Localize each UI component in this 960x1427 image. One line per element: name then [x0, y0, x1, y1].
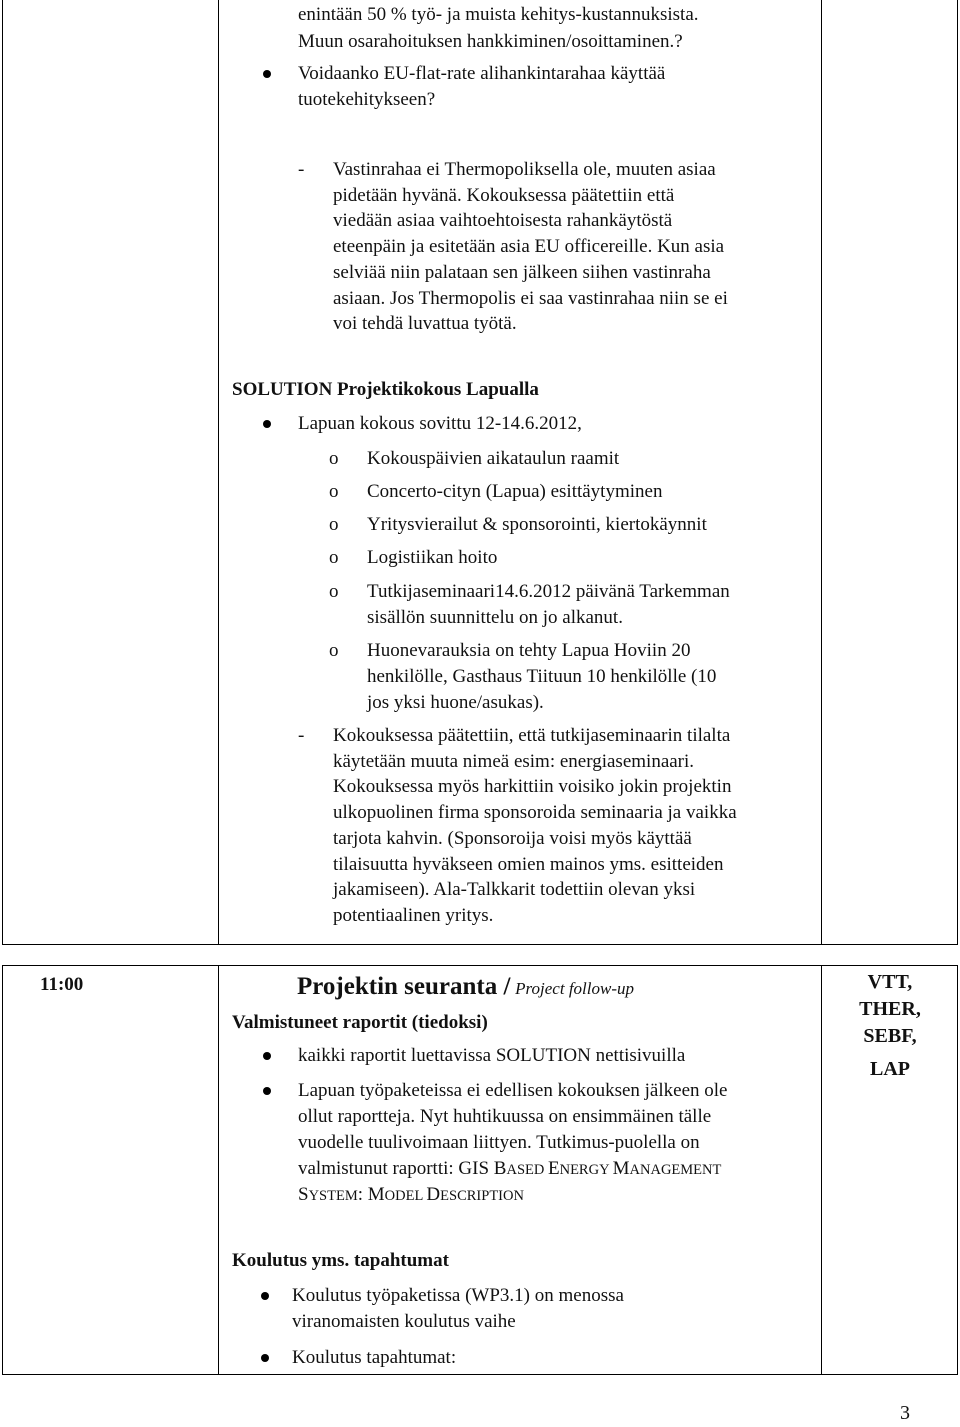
responsible-line: LAP: [870, 1058, 910, 1080]
sub-item-text: Concerto-cityn (Lapua) esittäytyminen: [367, 481, 663, 502]
table-col1-border-bottom: [218, 965, 219, 1375]
responsible-line: VTT,: [867, 971, 913, 993]
report-bullet-text: vuodelle tuulivoimaan liittyen. Tutkimus-puolella on: [298, 1132, 700, 1153]
bullet-icon: [263, 420, 271, 428]
bullet-icon: [263, 1087, 271, 1095]
table-right-border-bottom: [957, 965, 958, 1375]
dash-marker: -: [298, 725, 305, 746]
sub-item-text: Tutkijaseminaari14.6.2012 päivänä Tarkemman: [367, 581, 730, 602]
table-bottom-border-bottom: [2, 1374, 958, 1375]
report-bullet-text: ollut raportteja. Nyt huhtikuussa on ensimmäinen tälle: [298, 1106, 712, 1127]
bullet-icon: [261, 1292, 269, 1300]
report-bullet-text: kaikki raportit luettavissa SOLUTION nettisivuilla: [298, 1045, 686, 1066]
dash-text-line: voi tehdä luvattua työtä.: [333, 313, 517, 334]
decision-text-line: jakamiseen). Ala-Talkkarit todettiin olevan yksi: [333, 879, 696, 900]
report-title-line: [298, 1156, 721, 1183]
agenda-title: [297, 972, 634, 1004]
dash-marker: -: [298, 159, 305, 180]
training-bullet-text: Koulutus työpaketissa (WP3.1) on menossa: [292, 1285, 624, 1306]
agenda-title-fi: Projektin seuranta /: [297, 973, 511, 1000]
table-right-border-top: [957, 0, 958, 945]
circle-bullet-icon: o: [329, 640, 339, 661]
report-bullet-text: Lapuan työpaketeissa ei edellisen kokouksen jälkeen ole: [298, 1080, 728, 1101]
training-heading: Koulutus yms. tapahtumat: [232, 1250, 449, 1271]
training-bullet-text: viranomaisten koulutus vaihe: [292, 1311, 516, 1332]
bullet-text-line: tuotekehitykseen?: [298, 89, 436, 110]
table-top-border-bottom: [2, 965, 958, 966]
circle-bullet-icon: o: [329, 581, 339, 602]
circle-bullet-icon: o: [329, 448, 339, 469]
agenda-title-en: Project follow-up: [515, 979, 634, 998]
decision-text-line: ulkopuolinen firma sponsoroida seminaaria ja vaikka: [333, 802, 737, 823]
table-col2-border-bottom: [821, 965, 822, 1375]
solution-heading: SOLUTION Projektikokous Lapualla: [232, 379, 539, 400]
training-bullet-text: Koulutus tapahtumat:: [292, 1347, 457, 1368]
circle-bullet-icon: o: [329, 481, 339, 502]
responsible-line: SEBF,: [863, 1025, 917, 1047]
page-number: 3: [900, 1402, 910, 1424]
dash-text-line: pidetään hyvänä. Kokouksessa päätettiin että: [333, 185, 675, 206]
report-bullet-text: valmistunut raportti: GIS: [298, 1158, 490, 1179]
table-left-border-bottom: [2, 965, 3, 1375]
decision-text-line: käytetään muuta nimeä esim: energiaseminaari.: [333, 751, 695, 772]
decision-text-line: Kokouksessa päätettiin, että tutkijaseminaarin tilalta: [333, 725, 731, 746]
decision-text-line: potentiaalinen yritys.: [333, 905, 494, 926]
table-left-border-top: [2, 0, 3, 945]
meeting-bullet-text: Lapuan kokous sovittu 12-14.6.2012,: [298, 413, 582, 434]
dash-text-line: selviää niin palataan sen jälkeen siihen vastinraha: [333, 262, 711, 283]
dash-text-line: asiaan. Jos Thermopolis ei saa vastinrahaa niin se ei: [333, 288, 728, 309]
sub-item-text: Logistiikan hoito: [367, 547, 498, 568]
report-title-smallcaps: BASED ENERGY MANAGEMENT: [493, 1158, 722, 1179]
bullet-text-line: Voidaanko EU-flat-rate alihankintarahaa käyttää: [298, 63, 666, 84]
table-col1-border-top: [218, 0, 219, 945]
dash-text-line: Vastinrahaa ei Thermopoliksella ole, muuten asiaa: [333, 159, 716, 180]
decision-text-line: tilaisuutta hyväkseen omien mainos yms. esitteiden: [333, 854, 724, 875]
bullet-icon: [261, 1354, 269, 1362]
sub-item-text: Yritysvierailut & sponsorointi, kiertokäynnit: [367, 514, 707, 535]
bullet-icon: [263, 1052, 271, 1060]
report-title-smallcaps: SYSTEM: MODEL DESCRIPTION: [298, 1184, 524, 1205]
dash-text-line: viedään asiaa vaihtoehtoisesta rahankäytöstä: [333, 210, 673, 231]
dash-text-line: eteenpäin ja esitetään asia EU officereille. Kun asia: [333, 236, 725, 257]
agenda-time: 11:00: [40, 974, 84, 995]
sub-item-text: Kokouspäivien aikataulun raamit: [367, 448, 620, 469]
decision-text-line: Kokouksessa myös harkittiin voisiko jokin projektin: [333, 776, 732, 797]
decision-text-line: tarjota kahvin. (Sponsoroija voisi myös käyttää: [333, 828, 692, 849]
table-bottom-border-top: [2, 944, 958, 945]
continued-text-line: Muun osarahoituksen hankkiminen/osoittaminen.?: [298, 31, 683, 52]
sub-item-text: jos yksi huone/asukas).: [367, 692, 544, 713]
sub-item-text: sisällön suunnittelu on jo alkanut.: [367, 607, 623, 628]
circle-bullet-icon: o: [329, 547, 339, 568]
responsible-line: THER,: [859, 998, 921, 1020]
sub-item-text: henkilölle, Gasthaus Tiituun 10 henkilölle (10: [367, 666, 717, 687]
continued-text-line: enintään 50 % työ- ja muista kehitys-kustannuksista.: [298, 4, 699, 25]
sub-item-text: Huonevarauksia on tehty Lapua Hoviin 20: [367, 640, 691, 661]
bullet-icon: [263, 70, 271, 78]
circle-bullet-icon: o: [329, 514, 339, 535]
table-col2-border-top: [821, 0, 822, 945]
reports-heading: Valmistuneet raportit (tiedoksi): [232, 1012, 488, 1033]
